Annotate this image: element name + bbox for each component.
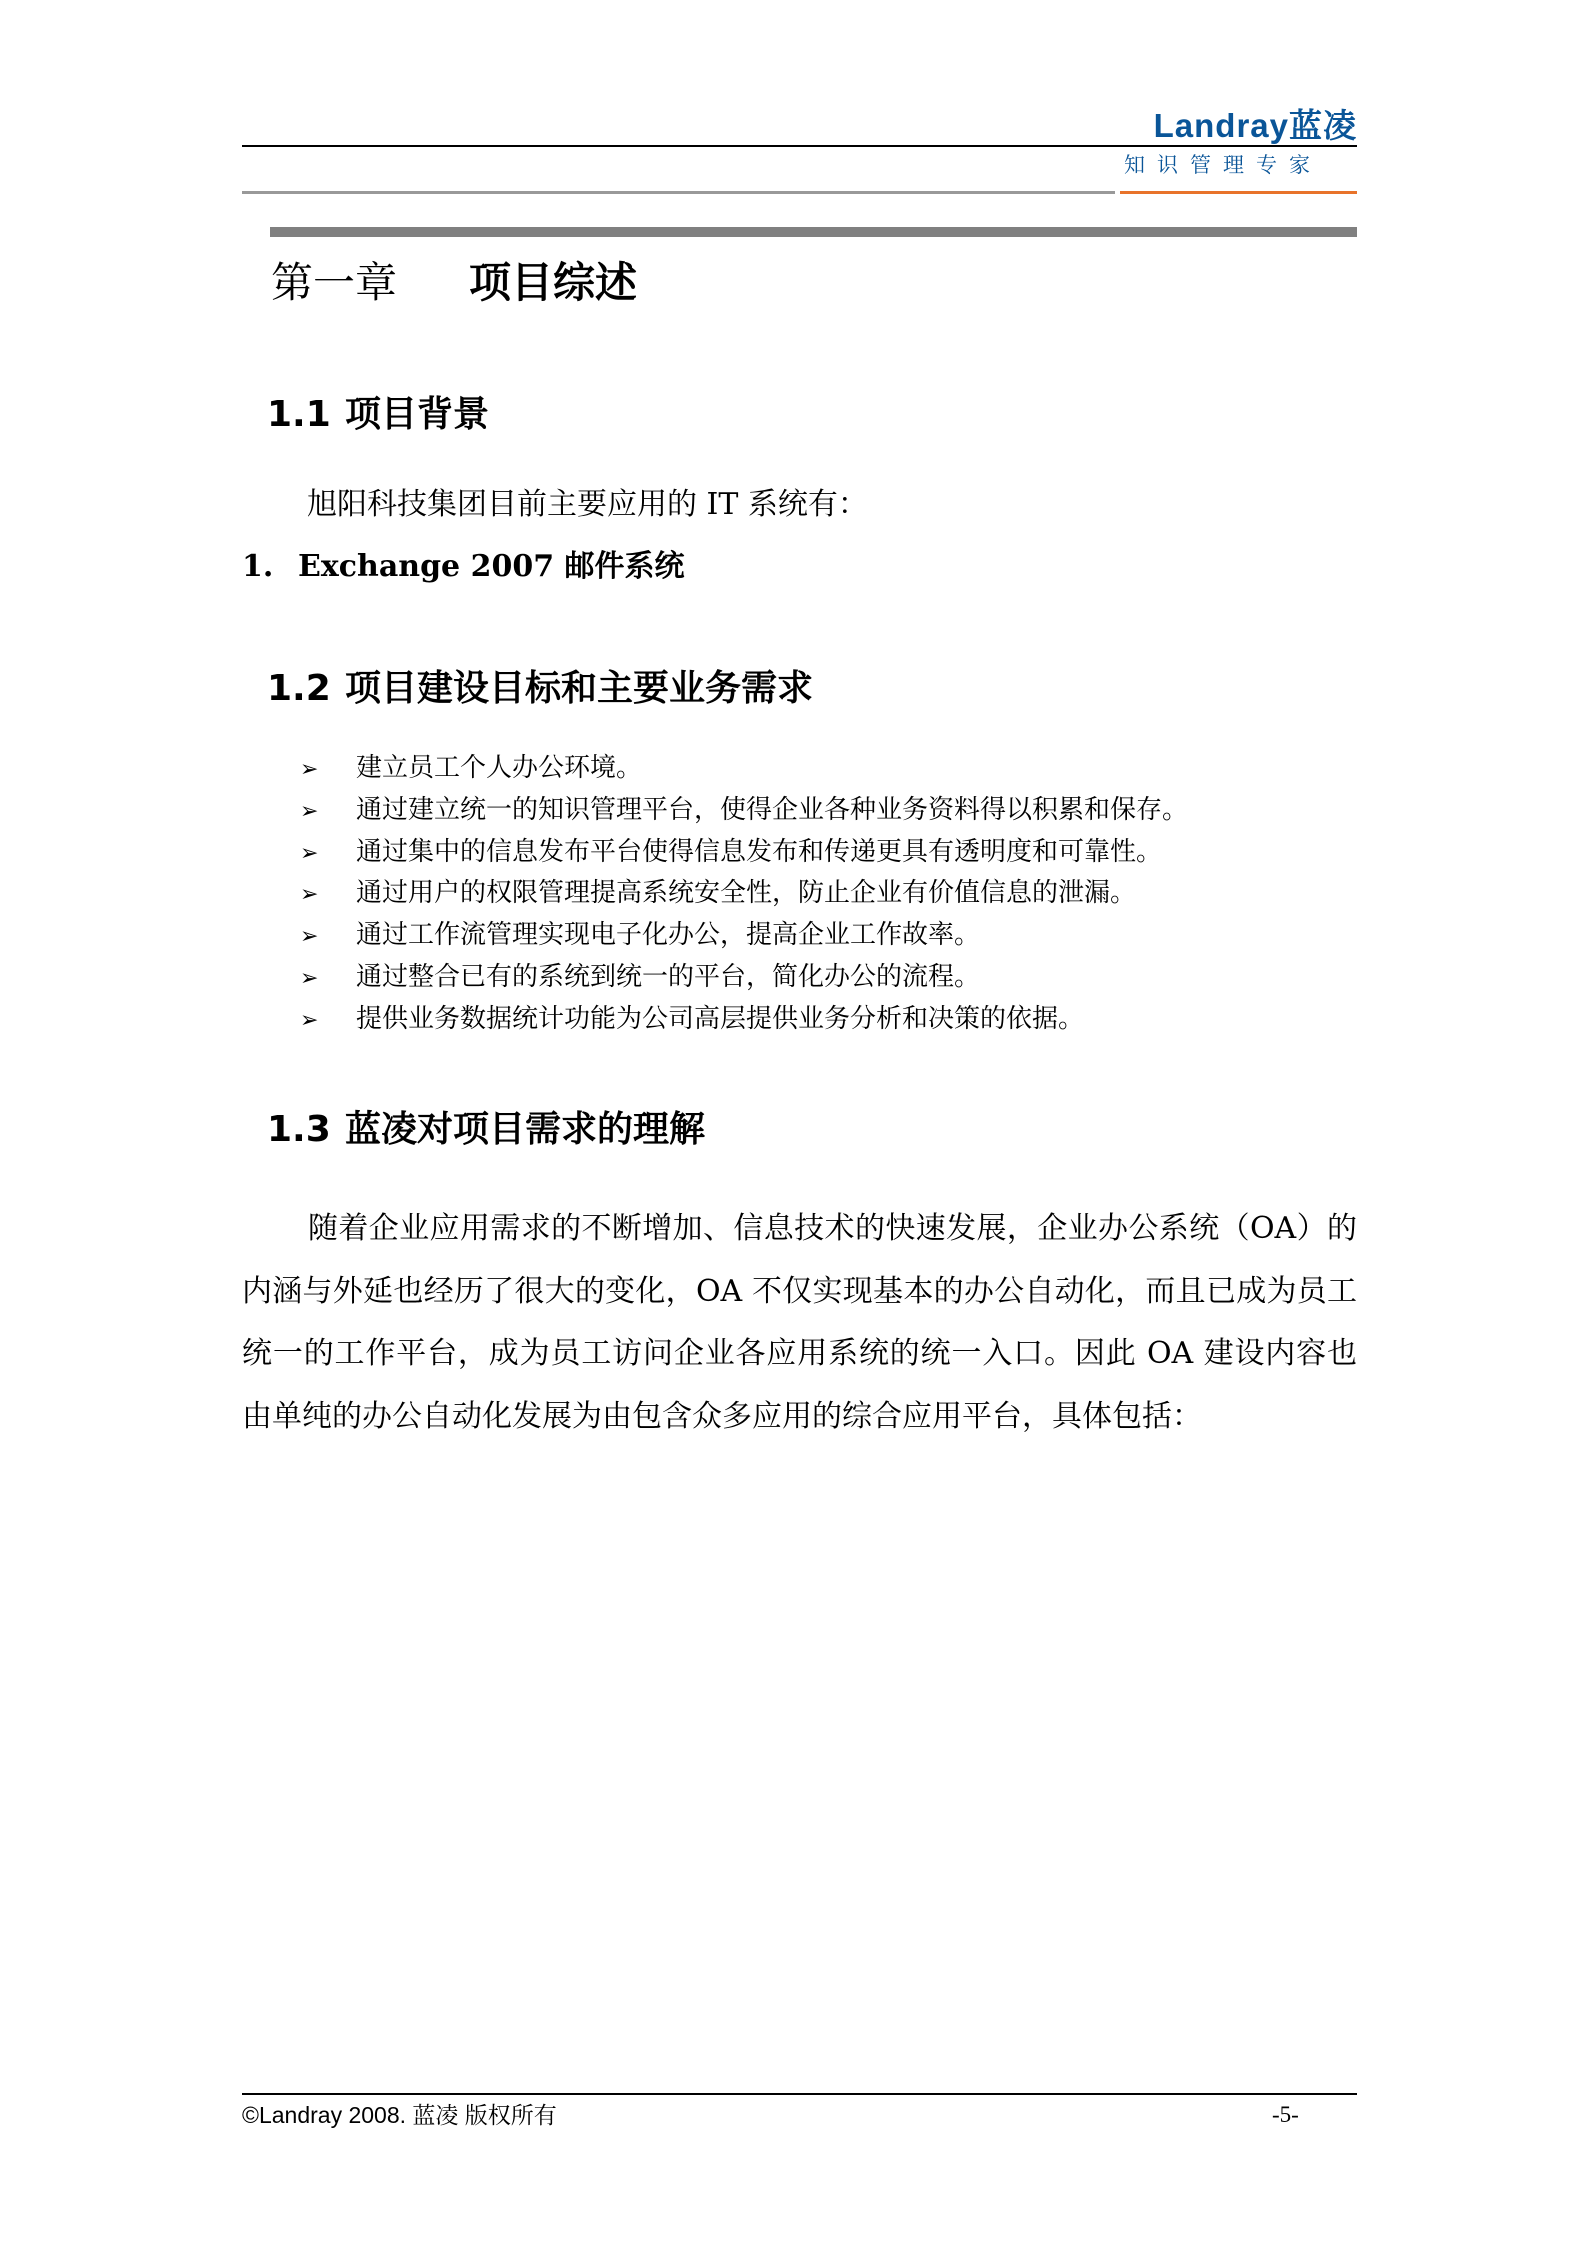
list-item — [242, 547, 685, 587]
bullet-item — [300, 793, 1188, 829]
section-number: 1.3 — [267, 1109, 331, 1150]
bullet-item — [300, 751, 642, 787]
chapter-number: 第一章 — [271, 258, 398, 307]
bullet-text: 通过整合已有的系统到统一的平台，简化办公的流程。 — [356, 962, 981, 992]
arrow-bullet-icon: ➢ — [300, 757, 319, 782]
section-title: 蓝凌对项目需求的理解 — [345, 1109, 706, 1150]
bullet-text: 通过集中的信息发布平台使得信息发布和传递更具有透明度和可靠性。 — [356, 836, 1163, 867]
chapter-title: 项目综述 — [469, 258, 638, 307]
landray-logo — [1120, 108, 1357, 180]
section-number: 1.2 — [267, 668, 331, 709]
arrow-bullet-icon: ➢ — [300, 840, 319, 866]
arrow-bullet-icon: ➢ — [300, 882, 319, 908]
arrow-bullet-icon: ➢ — [300, 966, 319, 991]
section-title: 项目建设目标和主要业务需求 — [345, 668, 814, 709]
chapter-bar — [270, 227, 1357, 237]
body-paragraph: 随着企业应用需求的不断增加、信息技术的快速发展，企业办公系统（OA）的内涵与外延也经历了很大的变化，OA 不仅实现基本的办公自动化，而且已成为员工统一的工作平台，成为员工访问企业各应用系统的统一入口。因此 OA 建设内容也由单纯的办公自动化发展为由包含众多应用的综合应用平台，具体包括： — [242, 1211, 1357, 1434]
bullet-text: 通过用户的权限管理提高系统安全性，防止企业有价值信息的泄漏。 — [356, 878, 1137, 909]
section-heading-1-3 — [267, 1108, 705, 1152]
bullet-item — [300, 876, 1136, 912]
section-heading-1-1 — [267, 393, 489, 437]
bullet-item — [300, 1002, 1084, 1038]
list-text: Exchange 2007 邮件系统 — [298, 549, 685, 584]
logo-tagline: 知识管理专家 — [1124, 153, 1322, 177]
bullet-text: 通过建立统一的知识管理平台，使得企业各种业务资料得以积累和保存。 — [356, 794, 1189, 825]
footer-rule — [242, 2093, 1357, 2095]
chapter-heading — [271, 258, 638, 308]
arrow-bullet-icon: ➢ — [300, 924, 319, 950]
header-rule — [242, 145, 1357, 147]
section-number: 1.1 — [267, 394, 331, 435]
footer-copyright: ©Landray 2008. 蓝凌 版权所有 — [242, 2102, 557, 2128]
bullet-item — [300, 960, 980, 996]
header-orange-rule — [1120, 191, 1357, 194]
section-heading-1-2 — [267, 667, 813, 711]
page-number: -5- — [1272, 2102, 1299, 2127]
header-gray-rule — [242, 191, 1115, 194]
intro-text: 旭阳科技集团目前主要应用的 IT 系统有： — [307, 487, 868, 522]
bullet-item — [300, 918, 980, 954]
bullet-text: 通过工作流管理实现电子化办公，提高企业工作故率。 — [356, 920, 981, 951]
section-title: 项目背景 — [345, 394, 490, 435]
list-number: 1. — [242, 549, 274, 584]
logo-text: Landray蓝凌 — [1153, 107, 1357, 144]
arrow-bullet-icon: ➢ — [300, 798, 319, 824]
bullet-item — [300, 835, 1162, 871]
bullet-text: 提供业务数据统计功能为公司高层提供业务分析和决策的依据。 — [356, 1003, 1085, 1034]
arrow-bullet-icon: ➢ — [300, 1007, 319, 1033]
bullet-text: 建立员工个人办公环境。 — [356, 753, 643, 783]
